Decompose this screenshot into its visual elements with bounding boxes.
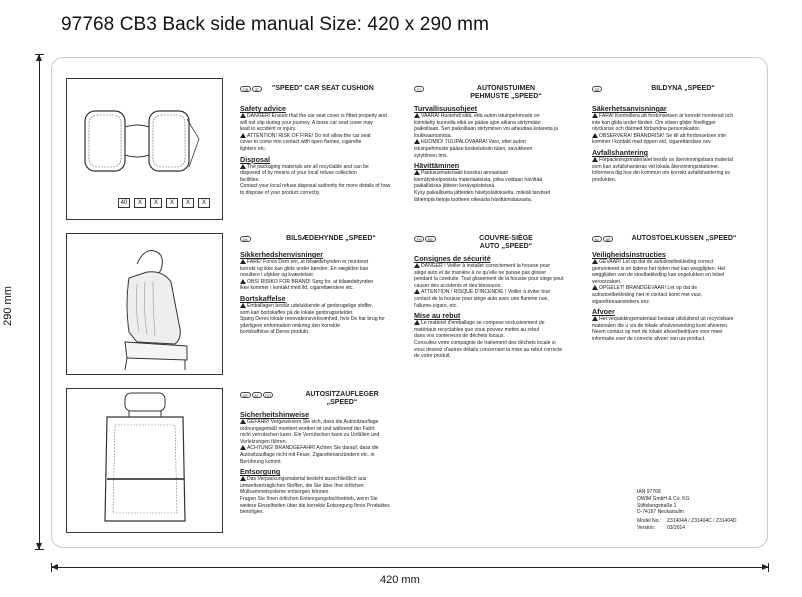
recycle-icon	[240, 164, 246, 169]
warning-icon	[240, 445, 246, 450]
safety-heading: Sikkerhedshenvisninger	[240, 250, 324, 259]
body-line: Verletzungen führen.	[240, 438, 288, 445]
car-seat-drawing	[67, 234, 222, 374]
version-label: Version:	[637, 524, 656, 531]
body-line: FARE! Forvis Dem om, at bilsædehynden er monteret	[240, 259, 400, 266]
safety-heading: Safety advice	[240, 104, 286, 113]
flag-badge: NL	[592, 236, 602, 242]
body-line: Förpackningsmaterialet består av återvinningsbara material	[592, 157, 752, 164]
flag-badge: DK	[240, 236, 251, 242]
body-line: DANGER ! Veiller à installer correctement la housse pour	[414, 263, 576, 270]
body-line: Das Verpackungsmaterial besteht ausschließlich aus	[240, 476, 400, 483]
body-line: veroorzaken.	[592, 278, 622, 285]
warning-icon	[240, 279, 246, 284]
safety-heading: Consignes de sécurité	[414, 254, 491, 263]
body-line: Müllsammelsysteme entsorgen können.	[240, 489, 330, 496]
safety-heading: Veiligheidsinstructies	[592, 250, 666, 259]
recycle-icon	[592, 157, 598, 162]
panel-en	[240, 84, 400, 197]
panel-de	[240, 390, 400, 516]
width-dimension-line	[51, 567, 769, 568]
body-line: siège auto et de manière à ce qu'elle ne puisse pas glisser	[414, 269, 547, 276]
disposal-heading: Mise au rebut	[414, 311, 461, 321]
body-line: lead to accident or injury.	[240, 126, 297, 133]
model-value: Z31404A / Z31404C / Z31404D	[667, 518, 737, 525]
panel-title: "SPEED" CAR SEAT CUSHION	[272, 85, 374, 92]
body-line: OPGELET! BRANDGEVAAR! Let op dat de	[592, 285, 754, 292]
disposal-heading: Afvoer	[592, 307, 615, 317]
body-line: weitere Einzelheiten über die korrekte Entsorgung Ihres Produktes	[240, 502, 390, 509]
body-line: OBS! RISIKO FOR BRAND! Sørg for, at bilsædehynden	[240, 279, 400, 286]
panel-title: AUTOSTOELKUSSEN „SPEED“	[631, 235, 737, 242]
body-line: Neem contact op met de lokale afvoerbedrijven voor meer	[592, 329, 723, 336]
warning-icon	[414, 139, 420, 144]
body-line: Emballagen består udelukkende af genbrugelige stoffer,	[240, 303, 400, 310]
body-line: som kan bortskaffes på de lokale genbrugsstelder.	[240, 309, 354, 316]
wash-40-icon: 40	[118, 198, 130, 208]
flag-badge: CH	[263, 392, 274, 398]
body-line: kommer i kontakt med öppen eld, cigarettändare osv.	[592, 139, 712, 146]
safety-heading: Säkerhetsanvisningar	[592, 104, 667, 113]
body-line: informatie over de correcte afvoer van uw product.	[592, 335, 706, 342]
body-line: inte kan glida under färden. Om sitsen glider förelligger	[592, 119, 716, 126]
body-line: bortskaffelse af Deres produkt.	[240, 329, 310, 336]
flag-badge: SE	[592, 86, 602, 92]
body-line: lighters etc.	[240, 145, 267, 152]
recycle-icon	[414, 170, 420, 175]
body-line: dans vos conteneurs de déchets locaux.	[414, 333, 505, 340]
body-line: contact de la housse pour siège auto avec une flamme nue,	[414, 295, 549, 302]
warning-icon	[592, 285, 598, 290]
body-line: HUOMIO! TULIPALOVAARA! Varo, ettei auton	[414, 139, 576, 146]
body-line: resultere i ulykker og kvæstelser.	[240, 272, 315, 279]
body-line: Consultez votre compagnie de traitement des déchets locale si	[414, 339, 556, 346]
flag-badge: IE	[252, 86, 262, 92]
body-line: matériaux recyclables que vous pouvez mettre au rebut	[414, 326, 540, 333]
body-line: paikoiltaan. Sen paikoiltaan siirtyminen voi aiheuttaa kolareita ja	[414, 126, 559, 133]
backrest-illustration	[66, 233, 223, 375]
body-line: l'allume-cigare, etc.	[414, 302, 458, 309]
disposal-heading: Entsorgung	[240, 467, 281, 477]
body-line: cover to come into contact with open flames, cigarette	[240, 139, 362, 146]
body-line: benötigen.	[240, 509, 264, 516]
body-line: korrekt og ikke kan glide under kørslen. En vægliden kan	[240, 265, 369, 272]
flag-badge: FR	[414, 236, 424, 242]
body-line: OBSERVERA! BRANDRISK! Se till att fordonsetsen inte	[592, 133, 752, 140]
panel-fr	[414, 234, 576, 360]
disposal-heading: Hävittäminen	[414, 161, 460, 171]
body-line: istuinpehmuste pääse kosketuksiin tulen, savukkeen	[414, 145, 533, 152]
body-line: Berührung kommt.	[240, 458, 282, 465]
body-line: umweltverträglichen Stoffen, die Sie über Ihre örtlichen	[240, 482, 364, 489]
height-dimension-line	[39, 54, 40, 550]
imprint-block	[637, 489, 737, 532]
disposal-heading: Disposal	[240, 154, 270, 164]
body-line: loukkaantumisia.	[414, 132, 452, 139]
body-line: Het verpakkingsmateriaal bestaat uitsluitend uit recyclebare	[592, 316, 754, 323]
body-line: ordnungsgemäß montiert worden ist und während der Fahrt	[240, 425, 375, 432]
panel-dk	[240, 234, 400, 336]
body-line: DANGER! Ensure that the car seat cover is fitted properly and	[240, 113, 400, 120]
body-line: paikallisissa jätteen keräyspisteissä.	[414, 183, 496, 190]
company-street: Stiftsbergstraße 1	[637, 502, 677, 509]
body-line: Le matériel d'emballage se compose exclusivement de	[414, 320, 576, 327]
no-iron-icon: X	[166, 198, 178, 208]
warning-icon	[240, 113, 246, 118]
body-line: som kan avfallshanteras vid lokala återvinningsstationer.	[592, 163, 720, 170]
body-line: GEVAAR! Let op dat de autostoelbekleding correct	[592, 259, 754, 266]
body-line: GEFAHR! Vergewissern Sie sich, dass die Autositzauflage	[240, 419, 400, 426]
no-tumble-icon: X	[198, 198, 210, 208]
body-line: wegglijden van de stoelbekleding kan ongelukken en letsel	[592, 272, 725, 279]
body-line: ATTENTION ! RISQUE D'INCENDIE ! Veiller à éviter tout	[414, 289, 576, 296]
body-line: vous desirez d'autres détails concernant la mise au rebut correcte	[414, 346, 563, 353]
body-line: de votre produit.	[414, 353, 451, 360]
body-line: Spørg Deres lokale renovationsvirksomhed, hvis De har brug for	[240, 316, 385, 323]
version-value: 03/2014	[667, 524, 686, 531]
body-line: VAARA! Huolehdi siitä, että auton istuinpehmuste on	[414, 113, 576, 120]
seat-back-illustration	[66, 388, 223, 533]
body-line: ACHTUNG! BRANDGEFAHR! Achten Sie darauf, dass die	[240, 445, 400, 452]
body-line: nicht verrutschen kann. Ein Verrutschen kann zu Unfällen und	[240, 432, 380, 439]
warning-icon	[240, 419, 246, 424]
body-line: gemonteerd is en tijdens het rijden niet kan wegglijden. Het	[592, 265, 726, 272]
body-line: ATTENTION! RISK OF FIRE! Do not allow the car seat	[240, 133, 400, 140]
panel-title: AUTONISTUIMEN PEHMUSTE „SPEED“	[470, 85, 542, 100]
flag-badge: BE	[425, 236, 435, 242]
warning-icon	[240, 133, 246, 138]
warning-icon	[414, 113, 420, 118]
company-name: OWIM GmbH & Co. KG	[637, 495, 690, 502]
body-line: FARA! Kontrollera att fordonsetsen är korrekt monterad och	[592, 113, 752, 120]
warning-icon	[592, 259, 598, 264]
body-line: materialen die u via de lokale afvalverwerking kunt afvoeren.	[592, 322, 729, 329]
flag-badge: DE	[240, 392, 251, 398]
panel-title: AUTOSITZAUFLEGER „SPEED“	[305, 391, 379, 406]
body-line: autostoelbekleding niet in contact komt met vuur,	[592, 291, 703, 298]
recycle-icon	[592, 316, 598, 321]
width-dimension-label: 420 mm	[380, 574, 420, 586]
body-line: Kysy paikalliselta jätteiden hävityslaitokselta, miteäli tarvitset	[414, 189, 551, 196]
model-label: Model No.:	[637, 518, 662, 525]
panel-nl	[592, 234, 754, 343]
body-line: pendant la conduite. Tout glissement de la housse pour siège peut	[414, 276, 564, 283]
body-line: to dispose of your product correctly.	[240, 189, 321, 196]
panel-fi	[414, 84, 576, 203]
panel-title: BILSÆDEHYNDE „SPEED“	[286, 235, 376, 242]
no-dryer-icon: X	[150, 198, 162, 208]
body-line: causer des accidents et des blessures.	[414, 282, 502, 289]
body-line: ikke kommer i kontakt med ild, cigarettændere etc.	[240, 285, 354, 292]
body-line: Fragen Sie Ihren örtlichen Entsorgungsfachbetrieb, wenn Sie	[240, 495, 378, 502]
recycle-icon	[240, 303, 246, 308]
no-dryclean-icon: X	[182, 198, 194, 208]
body-line: kiinnitetty kunnolla eikä se pääse ajon aikana siirtymään	[414, 119, 541, 126]
body-line: will not slip during your journey. A loose car seat cover may	[240, 119, 373, 126]
panel-title: COUVRE-SIÈGE AUTO „SPEED“	[479, 235, 533, 250]
panel-title: BILDYNA „SPEED“	[651, 85, 715, 92]
seat-back-drawing	[67, 389, 222, 532]
flag-badge: GB	[240, 86, 251, 92]
height-dimension-label: 290 mm	[2, 286, 14, 326]
safety-heading: Turvallisuusohjeet	[414, 104, 477, 113]
warning-icon	[414, 289, 420, 294]
flag-badge: BE	[603, 236, 613, 242]
body-line: Informera dig hos din kommun om korrekt avfallshantering av	[592, 170, 731, 177]
body-line: Contact your local refuse disposal authority for more details of how	[240, 183, 391, 190]
body-line: lähempiä tietoja tuotteen oikeasta hävittämistavasta.	[414, 196, 533, 203]
recycle-icon	[414, 320, 420, 325]
warning-icon	[240, 259, 246, 264]
care-symbols	[118, 198, 210, 208]
body-line: sytyttimen tms.	[414, 152, 448, 159]
warning-icon	[592, 133, 598, 138]
ian-number: IAN 97768	[637, 489, 661, 495]
safety-heading: Sicherheitshinweise	[240, 410, 310, 419]
no-bleach-icon: X	[134, 198, 146, 208]
disposal-heading: Avfallshantering	[592, 147, 649, 157]
warning-icon	[592, 113, 598, 118]
company-city: D-74167 Neckarsulm	[637, 509, 684, 516]
body-line: yderligere enformation omkring den korrekte	[240, 322, 340, 329]
panel-se	[592, 84, 752, 183]
body-line: facilities.	[240, 176, 260, 183]
recycle-icon	[240, 476, 246, 481]
body-line: olycksrisk och därmed förbundna personskador.	[592, 126, 701, 133]
flag-badge: FI	[414, 86, 424, 92]
body-line: kierrätyskelpoisista materiaaleista, jotka voidaan hävittää	[414, 176, 543, 183]
page-title: 97768 CB3 Back side manual Size: 420 x 290 mm	[61, 14, 490, 35]
body-line: sigarettenaanstekers enz.	[592, 298, 651, 305]
warning-icon	[414, 263, 420, 268]
body-line: Pakkausmateriaali koostuu ainoastaan	[414, 170, 576, 177]
body-line: Autositzauflage nicht mit Feuer, Zigarettenanzündern etc. in	[240, 451, 375, 458]
body-line: disposed of by means of your local refuse collection	[240, 170, 357, 177]
body-line: produkten.	[592, 176, 617, 183]
body-line: The packaging materials are all recyclable and can be	[240, 164, 400, 171]
flag-badge: AT	[252, 392, 262, 398]
disposal-heading: Bortskaffelse	[240, 293, 286, 303]
